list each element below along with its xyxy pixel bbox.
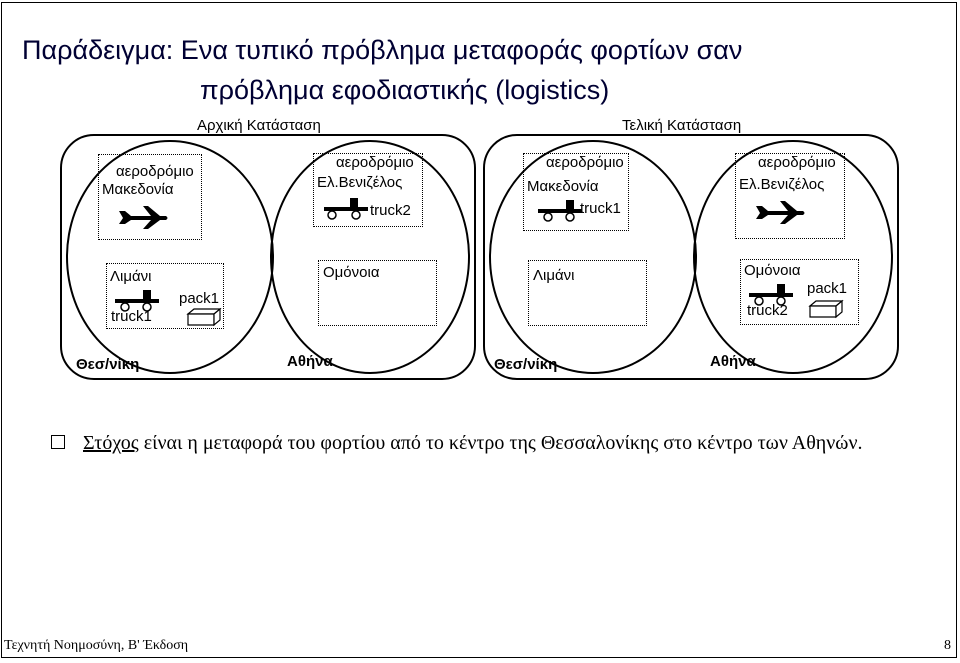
initial-airport-makedonia-box [98, 154, 202, 240]
title-line-2: πρόβλημα εφοδιαστικής (logistics) [200, 75, 610, 105]
initial-state-caption: Αρχική Κατάσταση [197, 117, 321, 134]
truck-label: truck2 [747, 302, 788, 319]
port-name: Λιμάνι [533, 267, 575, 284]
truck-label: truck1 [111, 308, 152, 325]
final-omonoia-box [740, 259, 859, 325]
footer-page-number: 8 [944, 638, 951, 653]
airport-label: αεροδρόμιο [336, 154, 414, 171]
truck-label: truck1 [580, 200, 621, 217]
footer-book-title: Τεχνητή Νοημοσύνη, B' Έκδοση [4, 638, 189, 653]
initial-omonoia-box [318, 260, 437, 326]
airport-label: αεροδρόμιο [546, 154, 624, 171]
package-icon [809, 300, 843, 318]
title-line-1: Παράδειγμα: Ενα τυπικό πρόβλημα μεταφοράς φορτίων σαν [22, 35, 743, 65]
airplane-icon [117, 205, 169, 229]
airport-label: αεροδρόμιο [116, 163, 194, 180]
airport-name: Ελ.Βενιζέλος [317, 174, 403, 191]
airport-label: αεροδρόμιο [758, 154, 836, 171]
airplane-icon [754, 200, 806, 224]
final-city-thessaloniki: Θεσ/νίκη [494, 356, 558, 373]
package-icon [187, 308, 221, 326]
package-label: pack1 [807, 280, 848, 297]
final-port-box [528, 260, 647, 326]
initial-port-box [106, 263, 224, 329]
checkbox-bullet-icon [51, 435, 65, 449]
omonoia-name: Ομόνοια [744, 262, 801, 279]
airport-name: Ελ.Βενιζέλος [739, 176, 825, 193]
package-label: pack1 [179, 290, 220, 307]
airport-name: Μακεδονία [527, 178, 599, 195]
truck-label: truck2 [370, 202, 411, 219]
goal-text [83, 429, 935, 457]
initial-airport-venizelos-box [313, 153, 423, 227]
truck-icon [536, 200, 584, 222]
initial-city-thessaloniki: Θεσ/νίκη [76, 356, 140, 373]
port-name: Λιμάνι [110, 268, 152, 285]
goal-keyword: Στόχος [83, 432, 139, 454]
final-airport-venizelos-box [735, 153, 845, 239]
final-state-caption: Τελική Κατάσταση [622, 117, 742, 134]
goal-description: είναι η μεταφορά του φορτίου από το κέντρο της Θεσσαλονίκης στο κέντρο των Αθηνών. [138, 432, 863, 454]
final-airport-makedonia-box [523, 153, 629, 231]
airport-name: Μακεδονία [102, 181, 174, 198]
truck-icon [322, 198, 370, 220]
final-city-athens: Αθήνα [710, 353, 756, 370]
goal-bullet [55, 429, 935, 457]
initial-city-athens: Αθήνα [287, 353, 333, 370]
omonoia-name: Ομόνοια [323, 264, 380, 281]
